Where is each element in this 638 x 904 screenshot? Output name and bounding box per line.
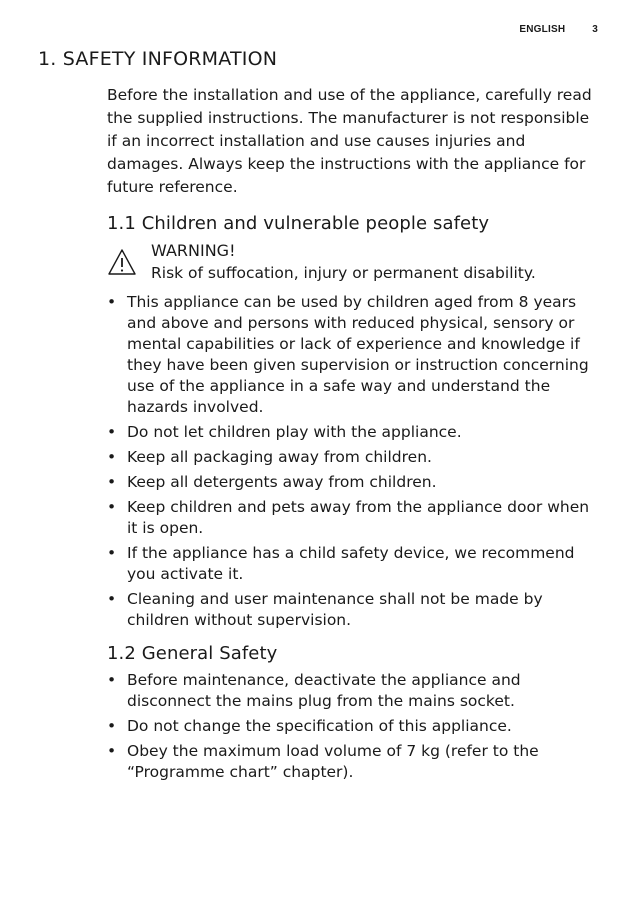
page-number: 3 xyxy=(592,24,598,35)
list-item-text: Do not let children play with the appliance. xyxy=(127,423,462,441)
subsection-2-title: 1.2 General Safety xyxy=(107,643,278,664)
bullet-icon: • xyxy=(107,293,117,311)
list-item xyxy=(107,543,603,585)
bullet-icon: • xyxy=(107,742,117,760)
warning-text: Risk of suffocation, injury or permanent disability. xyxy=(151,264,536,282)
bullet-icon: • xyxy=(107,590,117,608)
warning-box xyxy=(107,240,603,284)
bullet-icon: • xyxy=(107,448,117,466)
warning-triangle-icon xyxy=(107,248,137,276)
list-item-text: Do not change the specification of this appliance. xyxy=(127,717,512,735)
bullet-icon: • xyxy=(107,423,117,441)
bullet-icon: • xyxy=(107,498,117,516)
bullet-icon: • xyxy=(107,671,117,689)
list-item-text: Obey the maximum load volume of 7 kg (refer to the “Programme chart” chapter). xyxy=(127,742,539,781)
intro-paragraph: Before the installation and use of the appliance, carefully read the supplied instructions. The manufacturer is not responsible if an incorrect installation and use causes injuries and damages. Always keep the instructions with the appliance for future reference. xyxy=(107,86,592,196)
list-item-text: Keep children and pets away from the appliance door when it is open. xyxy=(127,498,590,537)
page-header xyxy=(519,24,598,35)
list-item xyxy=(107,716,603,737)
list-item xyxy=(107,447,603,468)
list-item-text: If the appliance has a child safety device, we recommend you activate it. xyxy=(127,544,575,583)
bullet-icon: • xyxy=(107,544,117,562)
list-item xyxy=(107,589,603,631)
list-item-text: Keep all detergents away from children. xyxy=(127,473,437,491)
warning-title: WARNING! xyxy=(151,241,236,260)
bullet-icon: • xyxy=(107,717,117,735)
children-safety-list xyxy=(107,292,603,631)
list-item xyxy=(107,497,603,539)
list-item xyxy=(107,292,603,418)
list-item xyxy=(107,422,603,443)
list-item-text: Cleaning and user maintenance shall not be made by children without supervision. xyxy=(127,590,543,629)
list-item-text: Keep all packaging away from children. xyxy=(127,448,432,466)
main-content xyxy=(107,84,603,795)
bullet-icon: • xyxy=(107,473,117,491)
section-title: 1. SAFETY INFORMATION xyxy=(38,48,278,70)
list-item xyxy=(107,741,603,783)
list-item-text: This appliance can be used by children aged from 8 years and above and persons with reduced physical, sensory or mental capabilities or lack of experience and knowledge if they have been given supervision or instruction concerning use of the appliance in a safe way and understand the hazards involved. xyxy=(127,293,589,416)
general-safety-list xyxy=(107,670,603,783)
subsection-1-title: 1.1 Children and vulnerable people safety xyxy=(107,213,490,234)
language-label: ENGLISH xyxy=(519,24,566,35)
list-item xyxy=(107,670,603,712)
list-item-text: Before maintenance, deactivate the appliance and disconnect the mains plug from the mains socket. xyxy=(127,671,521,710)
list-item xyxy=(107,472,603,493)
